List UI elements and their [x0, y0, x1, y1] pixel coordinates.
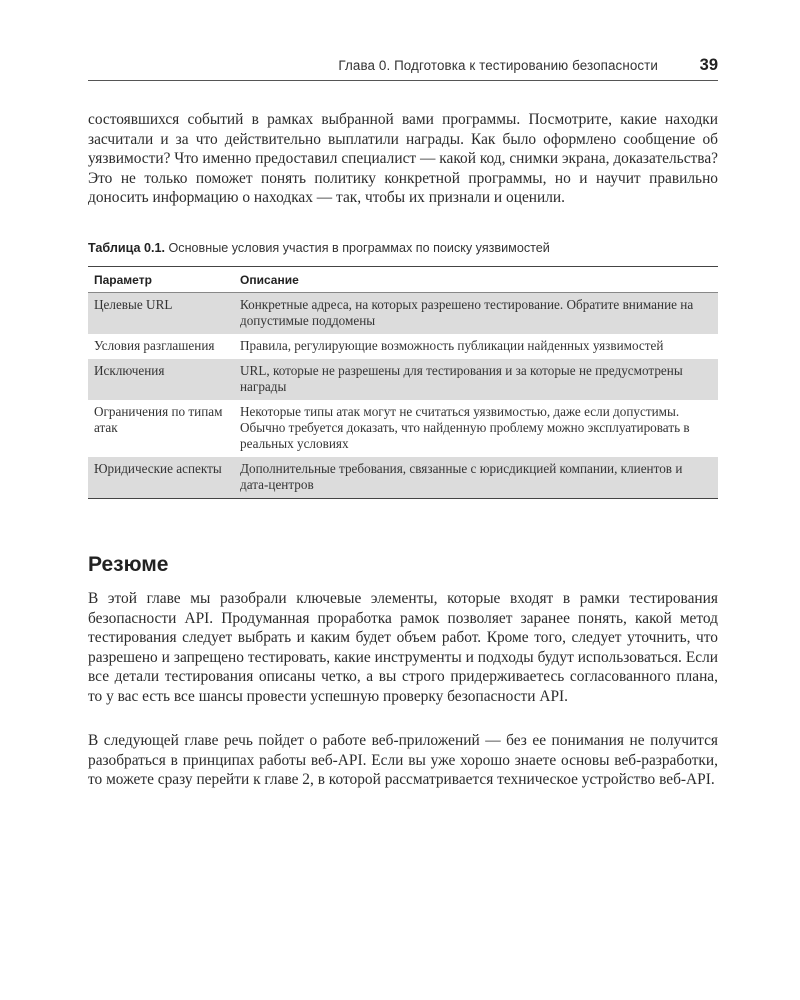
table-caption-text: Основные условия участия в программах по поиску уязвимостей: [168, 241, 550, 255]
table-row: [88, 400, 718, 457]
table-row: [88, 457, 718, 499]
table-cell-param: Ограничения по типам атак: [94, 404, 223, 435]
table-cell-description: Некоторые типы атак могут не считаться уязвимостью, даже если допустимы. Обычно требуется доказать, что найденную проблему можно эксплуатировать в реальных условиях: [240, 404, 690, 451]
section-heading-summary: Резюме: [88, 553, 169, 576]
table-header-param: Параметр: [88, 267, 232, 293]
summary-paragraph: В следующей главе речь пойдет о работе веб-приложений — без ее понимания не получится разобраться в принципах работы веб-API. Если вы уже хорошо знаете основы веб-разработки, то можете сразу перейти к главе 2, в которой рассматривается техническое устройство веб-API.: [88, 732, 718, 789]
table-row: [88, 293, 718, 335]
table-cell-description: Конкретные адреса, на которых разрешено тестирование. Обратите внимание на допустимые поддомены: [232, 293, 718, 335]
table-row: [88, 359, 718, 400]
table-header-row: [88, 267, 718, 293]
table-row: [88, 334, 718, 359]
table-header-description: Описание: [232, 267, 718, 293]
summary-paragraph: В этой главе мы разобрали ключевые элементы, которые входят в рамки тестирования безопасности API. Продуманная проработка рамок позволяет заранее понять, какой метод тестирования следует выбрать и каким будет объем работ. Кроме того, следует уточнить, что разрешено и запрещено тестировать, какие инструменты и подходы будут использоваться. Если все детали тестирования описаны четко, а вы строго придерживаетесь согласованного плана, то у вас есть все шансы провести успешную проверку безопасности API.: [88, 590, 718, 705]
table-cell-param: Исключения: [88, 359, 232, 400]
running-header: [88, 58, 718, 81]
table-cell-param: Условия разглашения: [94, 338, 215, 353]
table-caption-label: Таблица 0.1.: [88, 241, 165, 255]
table-caption: [88, 241, 718, 255]
intro-paragraph: состоявшихся событий в рамках выбранной вами программы. Посмотрите, какие находки засчитали и за что действительно выплатили награды. Как было оформлено сообщение об уязвимости? Что именно предоставил специалист — какой код, снимки экрана, доказательства? Это не только поможет понять политику конкретной программы, но и научит правильно доносить информацию о находках — так, чтобы их признали и оценили.: [88, 111, 718, 207]
table-cell-param: Юридические аспекты: [88, 457, 232, 499]
table-cell-description: URL, которые не разрешены для тестирования и за которые не предусмотрены награды: [232, 359, 718, 400]
table-cell-description: Дополнительные требования, связанные с юрисдикцией компании, клиентов и дата-центров: [232, 457, 718, 499]
bug-bounty-conditions-table: [88, 266, 718, 499]
running-title: Глава 0. Подготовка к тестированию безопасности: [338, 58, 658, 73]
table-cell-description: Правила, регулирующие возможность публикации найденных уязвимостей: [240, 338, 664, 353]
table-cell-param: Целевые URL: [88, 293, 232, 335]
page-number: 39: [699, 56, 718, 74]
